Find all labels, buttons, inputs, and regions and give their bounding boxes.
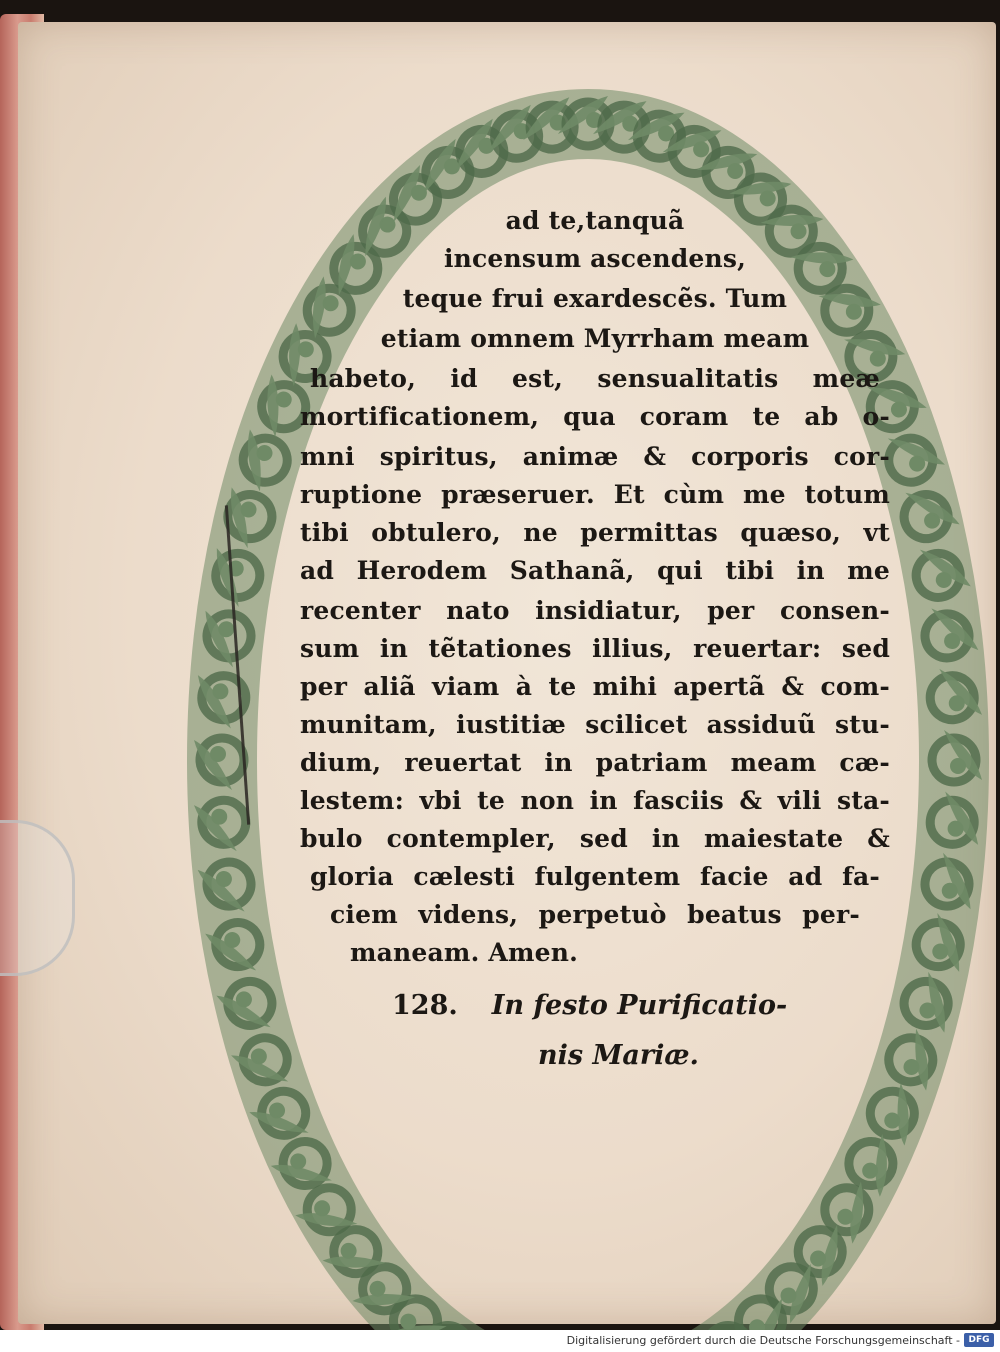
text-line-1: ad te,tanquã [505, 206, 685, 235]
text-line-10: ad Herodem Sathanã, qui tibi in me [300, 556, 890, 585]
text-line-3: teque frui exardescẽs. Tum [402, 284, 788, 313]
text-line-14: munitam, iustitiæ scilicet assiduũ stu- [300, 710, 890, 739]
text-line-18: gloria cælesti fulgentem facie ad fa- [310, 862, 880, 891]
text-line-8: ruptione præseruer. Et cùm me totum [300, 480, 890, 509]
rubric-line-1: In festo Purificatio- [491, 990, 788, 1021]
text-line-15: dium, reuertat in patriam meam cæ- [300, 748, 890, 777]
text-line-16: lestem: vbi te non in fasciis & vili sta- [300, 786, 890, 815]
text-line-17: bulo contempler, sed in maiestate & [300, 824, 890, 853]
text-line-20: maneam. Amen. [350, 938, 579, 967]
text-line-9: tibi obtulero, ne permittas quæso, vt [300, 518, 890, 547]
text-line-11: recenter nato insidiatur, per consen- [300, 596, 890, 625]
rubric-heading [392, 990, 787, 1021]
rubric-number: 128. [392, 990, 458, 1021]
text-line-7: mni spiritus, animæ & corporis cor- [300, 442, 890, 471]
text-line-6: mortificationem, qua coram te ab o- [300, 402, 890, 431]
dfg-logo: DFG [964, 1333, 994, 1347]
text-line-12: sum in tẽtationes illius, reuertar: sed [300, 634, 890, 663]
text-line-4: etiam omnem Myrrham meam [380, 324, 810, 353]
text-line-2: incensum ascendens, [443, 244, 747, 273]
text-line-5: habeto, id est, sensualitatis meæ [310, 364, 880, 393]
text-line-13: per aliã viam à te mihi apertã & com- [300, 672, 890, 701]
dfg-credit: Digitalisierung gefördert durch die Deutsche Forschungsgemeinschaft - [566, 1334, 960, 1347]
rubric-line-2-wrap [538, 1040, 699, 1071]
text-line-19: ciem videns, perpetuò beatus per- [330, 900, 860, 929]
rubric-line-2: nis Mariæ. [538, 1040, 699, 1071]
